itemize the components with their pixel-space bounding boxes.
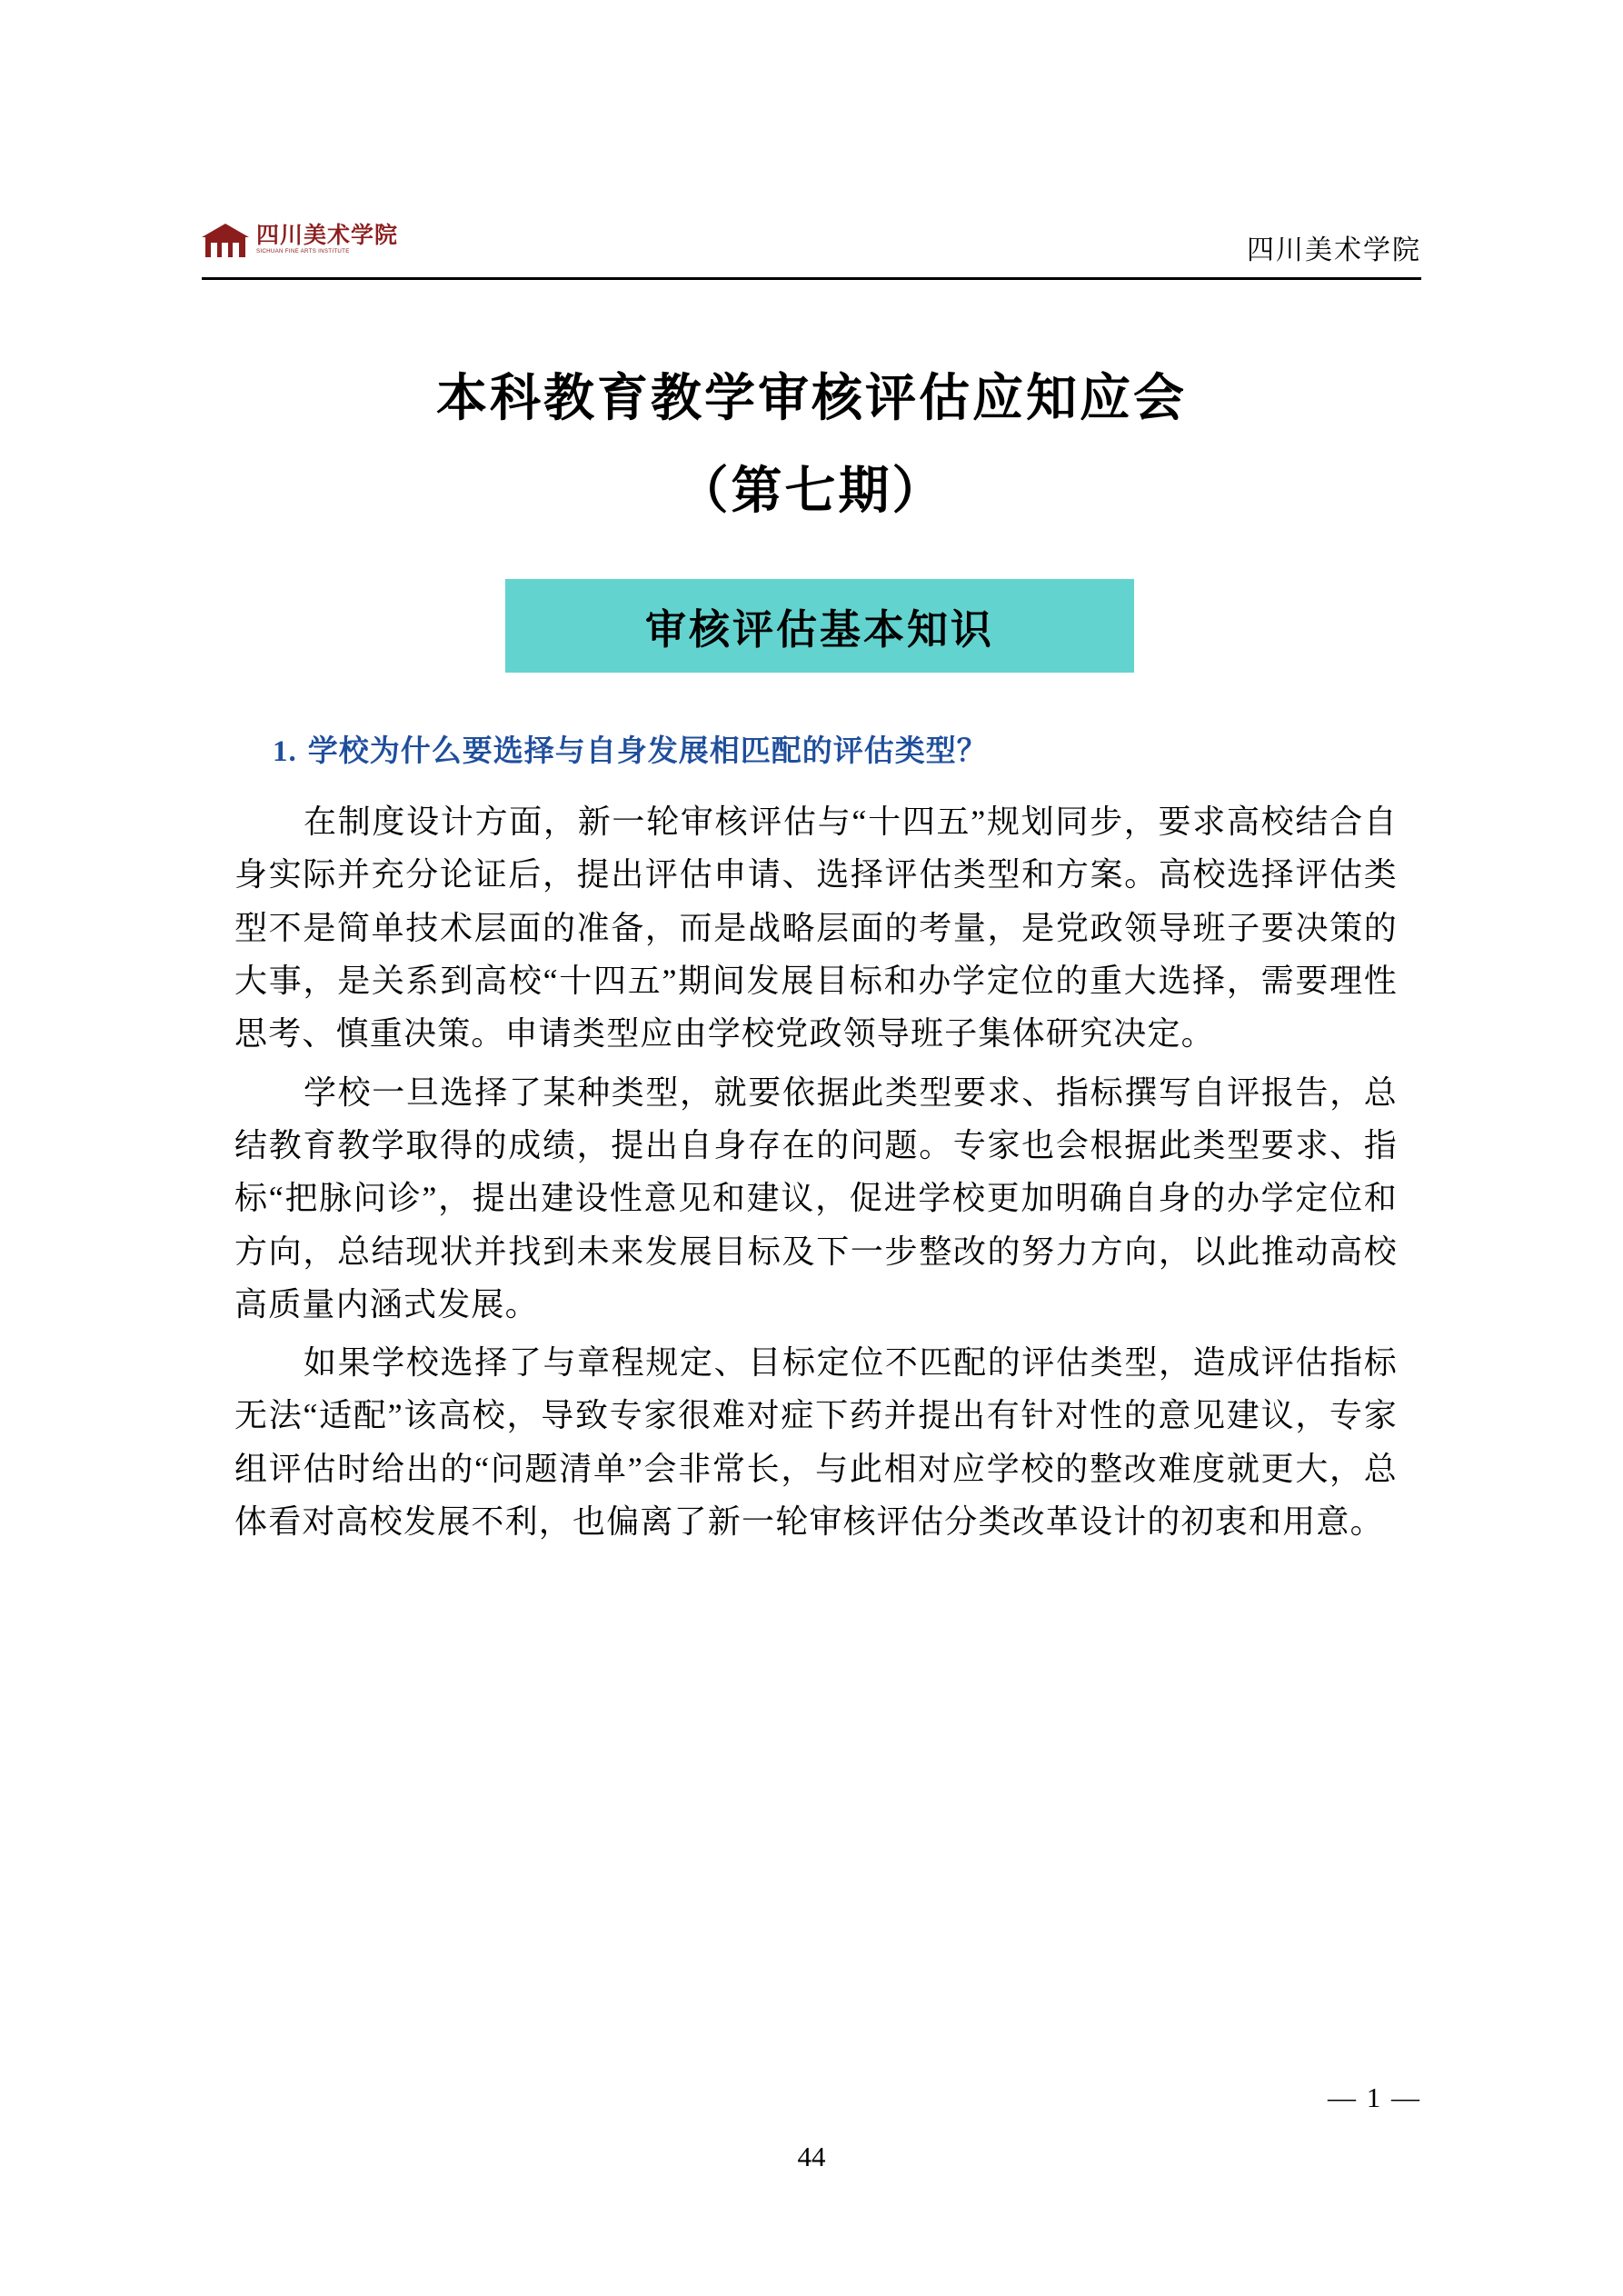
header-school-name: 四川美术学院 (1247, 235, 1421, 265)
section-banner-label: 审核评估基本知识 (644, 607, 994, 653)
page-title: 本科教育教学审核评估应知应会 (436, 371, 1187, 427)
header-divider (202, 277, 1421, 280)
section-banner (505, 579, 1134, 673)
page-number: 44 (797, 2141, 826, 2172)
page-marker: — 1 — (1328, 2081, 1421, 2113)
page-header (202, 207, 1421, 280)
logo-text (256, 225, 398, 255)
logo-name-cn: 四川美术学院 (256, 224, 399, 249)
page-subtitle-issue: （第七期） (677, 464, 946, 520)
question-text: 学校为什么要选择与自身发展相匹配的评估类型？ (307, 735, 988, 768)
paragraph: 如果学校选择了与章程规定、目标定位不匹配的评估类型，造成评估指标无法“适配”该高校，导致专家很难对症下药并提出有针对性的意见建议，专家组评估时给出的“问题清单”会非常长，与此相对应学校的整改难度就更大，总体看对高校发展不利，也偏离了新一轮审核评估分类改革设计的初衷和用意。 (234, 1344, 1398, 1541)
logo-name-en: SICHUAN FINE ARTS INSTITUTE (256, 247, 350, 255)
question-number: 1. (273, 735, 297, 768)
body-content (234, 795, 1398, 1553)
paragraph: 在制度设计方面，新一轮审核评估与“十四五”规划同步，要求高校结合自身实际并充分论证后，提出评估申请、选择评估类型和方案。高校选择评估类型不是简单技术层面的准备，而是战略层面的考量，是党政领导班子要决策的大事，是关系到高校“十四五”期间发展目标和办学定位的重大选择，需要理性思考、慎重决策。申请类型应由学校党政领导班子集体研究决定。 (234, 804, 1398, 1053)
institute-building-icon (202, 218, 249, 262)
question-heading (273, 727, 1427, 770)
school-logo (202, 209, 399, 271)
paragraph: 学校一旦选择了某种类型，就要依据此类型要求、指标撰写自评报告，总结教育教学取得的成绩，提出自身存在的问题。专家也会根据此类型要求、指标“把脉问诊”，提出建设性意见和建议，促进学校更加明确自身的办学定位和方向，总结现状并找到未来发展目标及下一步整改的努力方向，以此推动高校高质量内涵式发展。 (234, 1073, 1398, 1323)
